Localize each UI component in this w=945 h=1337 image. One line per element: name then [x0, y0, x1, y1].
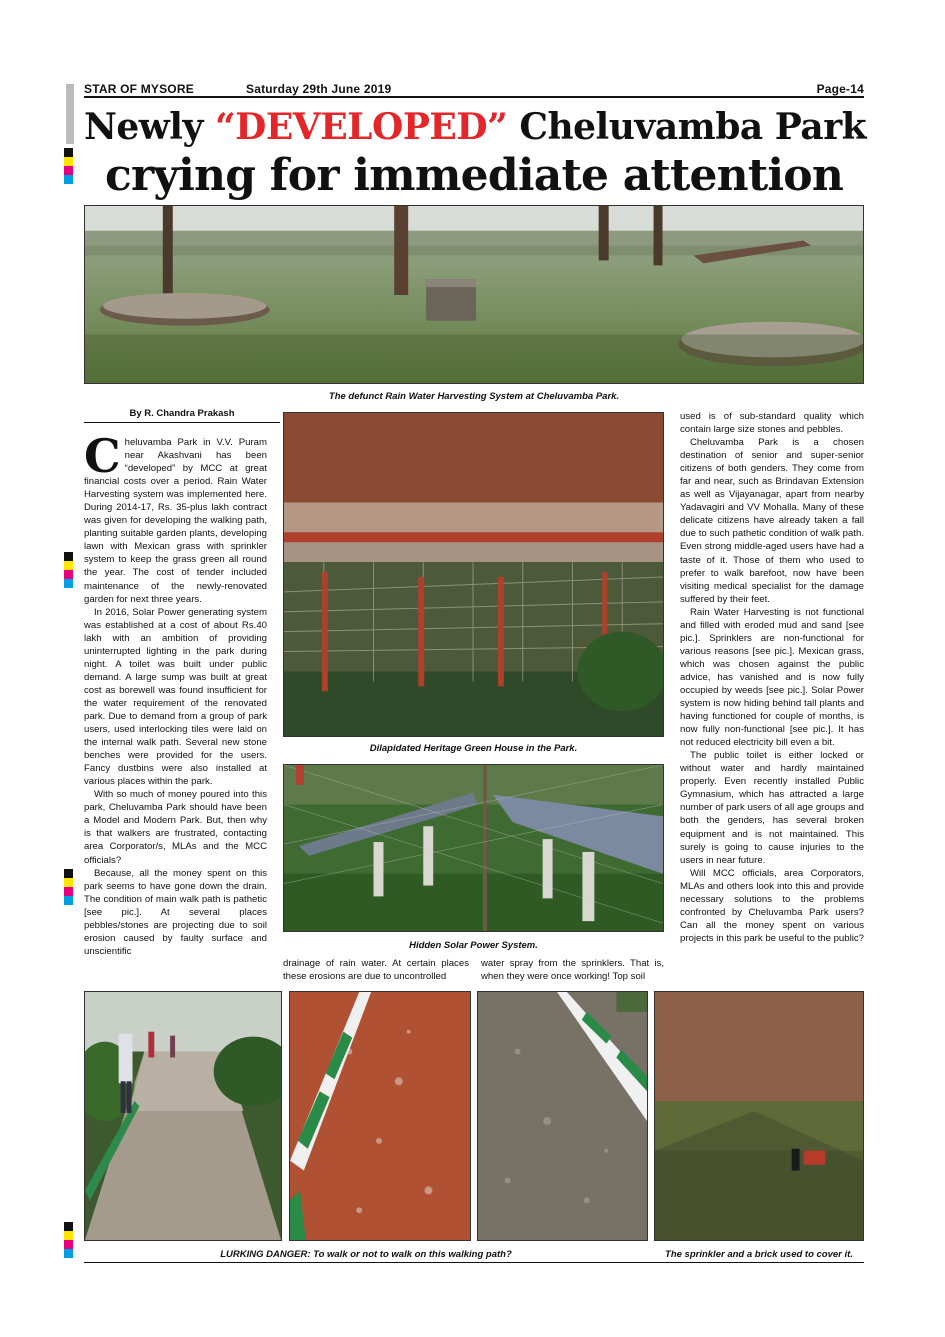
article-column-1 [84, 429, 267, 984]
article-column-4 [680, 410, 864, 985]
byline: By R. Chandra Prakash [84, 408, 280, 423]
caption-sprinkler: The sprinkler and a brick used to cover it. [665, 1249, 853, 1260]
article-paragraph: used is of sub-standard quality which contain large size stones and pebbles. [680, 411, 864, 436]
article-column-3-bottom: water spray from the sprinklers. That is, when they were once working! Top soil [481, 958, 664, 983]
registration-grey-bar [66, 84, 74, 144]
article-paragraph: With so much of money poured into this park, Cheluvamba Park should have been a Model and Modern Park. But, then why is that walkers are frustrated, contacting area Corporator/s, MLAs and the MCC officials? [84, 789, 267, 866]
registration-mark-bottom [64, 1222, 73, 1258]
article-paragraph: Cheluvamba Park is a chosen destination of senior and super-senior citizens of both genders. They come from far and near, such as Brindavan Extension as well as Vijayanagar, apart from nearby Yadavagiri and VV Mohalla. Many of these delicate citizens have already taken a fall due to such pathetic condition of walk path. Even strong middle-aged users have had a taste of it. Those of them who used to prefer to walk barefoot, now have been visiting medical specialist for the damage suffered by their feet. [680, 437, 864, 605]
masthead [84, 80, 864, 98]
rain-water-harvesting-photo [84, 205, 864, 384]
article-paragraph: Cheluvamba Park in V.V. Puram near Akashvani has been “developed” by MCC at great financial costs over a period. Rain Water Harvesting system was implemented here. During 2014-17, Rs. 35-plus lakh contract was given for developing the walking path, planting suitable garden plants, developing lawn with Mexican grass with sprinkler system to keep the grass green all round the year. The cost of tender included maintenance of the newly-renovated garden for next three years. [84, 429, 267, 605]
caption-greenhouse: Dilapidated Heritage Green House in the Park. [369, 743, 578, 754]
caption-rain-water: The defunct Rain Water Harvesting System at Cheluvamba Park. [328, 391, 620, 402]
registration-mark-lower [64, 869, 73, 905]
article-paragraph: Rain Water Harvesting is not functional and filled with eroded mud and sand [see pic.]. Sprinklers are non-functional for various reasons [see pic.]. Mexican grass, which was chosen against the public advice, has vanished and is now fully occupied by weeds [see pic.]. Solar Power system is now hiding behind tall plants and having functioned for couple of months, is now fully non-functional [see pic.]. It has not reduced electricity bill even a bit. [680, 606, 864, 749]
headline-accent: “DEVELOPED” [214, 106, 508, 148]
caption-walking-path: LURKING DANGER: To walk or not to walk on this walking path? [220, 1249, 512, 1260]
walking-path-photo-2 [289, 991, 471, 1241]
caption-solar: Hidden Solar Power System. [409, 940, 538, 951]
page-number: Page-14 [816, 82, 864, 96]
article-paragraph: The public toilet is either locked or without water and hardly maintained properly. Even recently installed Public Gymnasium, which has attracted a large number of park users of all age groups and both the genders, has several broken equipment and is not maintained. This surely is going to cause injuries to the users in near future. [680, 750, 864, 866]
article-paragraph: Because, all the money spent on this park seems to have gone down the drain. The condition of main walk path is pathetic [see pic.]. At several places pebbles/stones are projecting due to soil erosion caused by faulty surface and unscientific [84, 867, 267, 957]
bottom-rule [84, 1262, 864, 1263]
solar-power-photo [283, 764, 664, 932]
drop-cap: C [84, 429, 121, 483]
greenhouse-photo [283, 412, 664, 737]
article-paragraph: In 2016, Solar Power generating system was established at a cost of about Rs.40 lakh with an ambition of providing uninterrupted lighting in the park during night. A toilet was built under public demand. A large sump was built at great cost as borewell was found insufficient for the water requirement of the renovated park. Due to demand from a group of park users, used interlocking tiles were laid on the internal walk path. Several new stone benches were provided for the users. Fancy dustbins were also installed at various places within the park. [84, 606, 267, 788]
registration-mark-middle [64, 552, 73, 588]
sprinkler-photo [654, 991, 864, 1241]
article-column-2-bottom: drainage of rain water. At certain places these erosions are due to uncontrolled [283, 958, 469, 983]
walking-path-photo-1 [84, 991, 282, 1241]
article-paragraph: Will MCC officials, area Corporators, MLAs and others look into this and provide necessary solutions to the problems confronted by Cheluvamba Park users? Can all the money spent on various projects in this park be useful to the public? [680, 867, 864, 944]
issue-date: Saturday 29th June 2019 [246, 82, 392, 96]
headline-line-2: crying for immediate attention [104, 150, 844, 201]
registration-mark-top [64, 148, 73, 184]
walking-path-photo-3 [477, 991, 648, 1241]
paper-name: STAR OF MYSORE [84, 82, 194, 96]
headline-line-1: Newly “DEVELOPED” Cheluvamba Park [84, 106, 867, 148]
